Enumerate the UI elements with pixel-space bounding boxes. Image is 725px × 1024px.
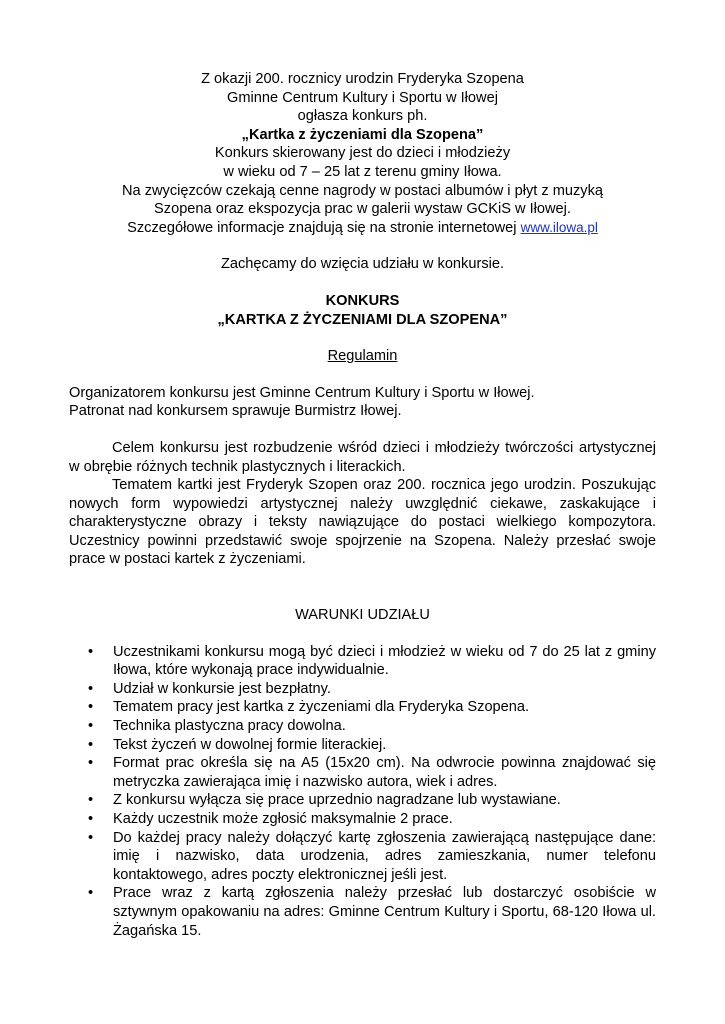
bullet-icon: •: [88, 699, 94, 716]
conditions-list: [69, 643, 656, 941]
list-item: [69, 717, 656, 736]
announcement-block: [69, 70, 656, 237]
intro-line: [69, 219, 656, 238]
intro-line: Gminne Centrum Kultury i Sportu w Iłowej: [227, 89, 498, 106]
contest-heading: KONKURS: [325, 292, 400, 309]
bullet-icon: •: [88, 718, 94, 735]
list-item-text: Format prac określa się na A5 (15x20 cm). Na odwrocie powinna znajdować się metryczka zawierająca imię i nazwisko autora, wiek i adres.: [113, 755, 656, 790]
website-text: Szczegółowe informacje znajdują się na stronie internetowej: [127, 219, 521, 236]
bullet-icon: •: [88, 829, 94, 846]
intro-line: Z okazji 200. rocznicy urodzin Fryderyka Szopena: [201, 71, 524, 87]
organizer-line: Organizatorem konkursu jest Gminne Centrum Kultury i Sportu w Iłowej.: [69, 384, 535, 401]
list-item: [69, 736, 656, 755]
intro-line: Szopena oraz ekspozycja prac w galerii wystaw GCKiS w Iłowej.: [154, 201, 571, 218]
contest-heading-name: „KARTKA Z ŻYCZENIAMI DLA SZOPENA”: [217, 311, 508, 328]
list-item: [69, 698, 656, 717]
list-item-text: Każdy uczestnik może zgłosić maksymalnie 2 prace.: [113, 811, 453, 827]
list-item: [69, 680, 656, 699]
list-item: [69, 643, 656, 680]
list-item: [69, 791, 656, 810]
intro-line: Konkurs skierowany jest do dzieci i młodzieży: [214, 145, 511, 162]
regulamin-label: Regulamin: [327, 348, 398, 365]
bullet-icon: •: [88, 755, 94, 772]
conditions-heading: WARUNKI UDZIAŁU: [295, 607, 430, 624]
bullet-icon: •: [88, 811, 94, 827]
encourage-text: Zachęcamy do wzięcia udziału w konkursie.: [220, 256, 505, 273]
list-item-text: Prace wraz z kartą zgłoszenia należy przesłać lub dostarczyć osobiście w sztywnym opakowaniu na adres: Gminne Centrum Kultury i Sportu, 68-120 Iłowa ul. Żagańska 15.: [113, 885, 656, 939]
bullet-icon: •: [88, 792, 94, 809]
intro-line: w wieku od 7 – 25 lat z terenu gminy Iłowa.: [223, 163, 502, 180]
goal-paragraph: Celem konkursu jest rozbudzenie wśród dzieci i młodzieży twórczości artystycznej w obrębie różnych technik plastycznych i literackich.: [69, 439, 656, 475]
list-item-text: Tekst życzeń w dowolnej formie literackiej.: [113, 736, 387, 753]
website-link[interactable]: www.ilowa.pl: [520, 219, 598, 235]
list-item-text: Do każdej pracy należy dołączyć kartę zgłoszenia zawierającą następujące dane: imię i nazwisko, data urodzenia, adres zamieszkania, numer telefonu kontaktowego, adres poczty elektronicznej jeśli jest.: [113, 829, 656, 883]
intro-line: Na zwycięzców czekają cenne nagrody w postaci albumów i płyt z muzyką: [122, 182, 603, 199]
list-item: [69, 884, 656, 940]
bullet-icon: •: [88, 885, 94, 902]
list-item-text: Udział w konkursie jest bezpłatny.: [113, 680, 331, 697]
bullet-icon: •: [88, 643, 94, 660]
theme-paragraph: Tematem kartki jest Fryderyk Szopen oraz 200. rocznica jego urodzin. Poszukując nowych form wypowiedzi artystycznej należy uwzględnić ciekawe, zaskakujące i charakterystyczne obrazy i teksty nawiązujące do postaci wielkiego kompozytora. Uczestnicy powinni przedstawić swoje spojrzenie na Szopena. Należy przesłać swoje prace w postaci kartek z życzeniami.: [69, 477, 656, 568]
patronage-line: Patronat nad konkursem sprawuje Burmistrz Iłowej.: [69, 403, 402, 420]
regulamin-heading: [69, 347, 656, 366]
list-item: [69, 754, 656, 791]
list-item-text: Z konkursu wyłącza się prace uprzednio nagradzane lub wystawiane.: [113, 792, 561, 809]
list-item-text: Tematem pracy jest kartka z życzeniami dla Fryderyka Szopena.: [113, 699, 530, 716]
intro-line: ogłasza konkurs ph.: [297, 108, 428, 125]
list-item: [69, 829, 656, 885]
bullet-icon: •: [88, 680, 94, 697]
list-item-text: Uczestnikami konkursu mogą być dzieci i młodzież w wieku od 7 do 25 lat z gminy Iłowa, które wykonają prace indywidualnie.: [113, 643, 656, 679]
list-item-text: Technika plastyczna pracy dowolna.: [113, 718, 346, 735]
document-page: [69, 70, 656, 940]
list-item: [69, 810, 656, 829]
contest-title: „Kartka z życzeniami dla Szopena”: [241, 126, 484, 143]
bullet-icon: •: [88, 736, 94, 753]
